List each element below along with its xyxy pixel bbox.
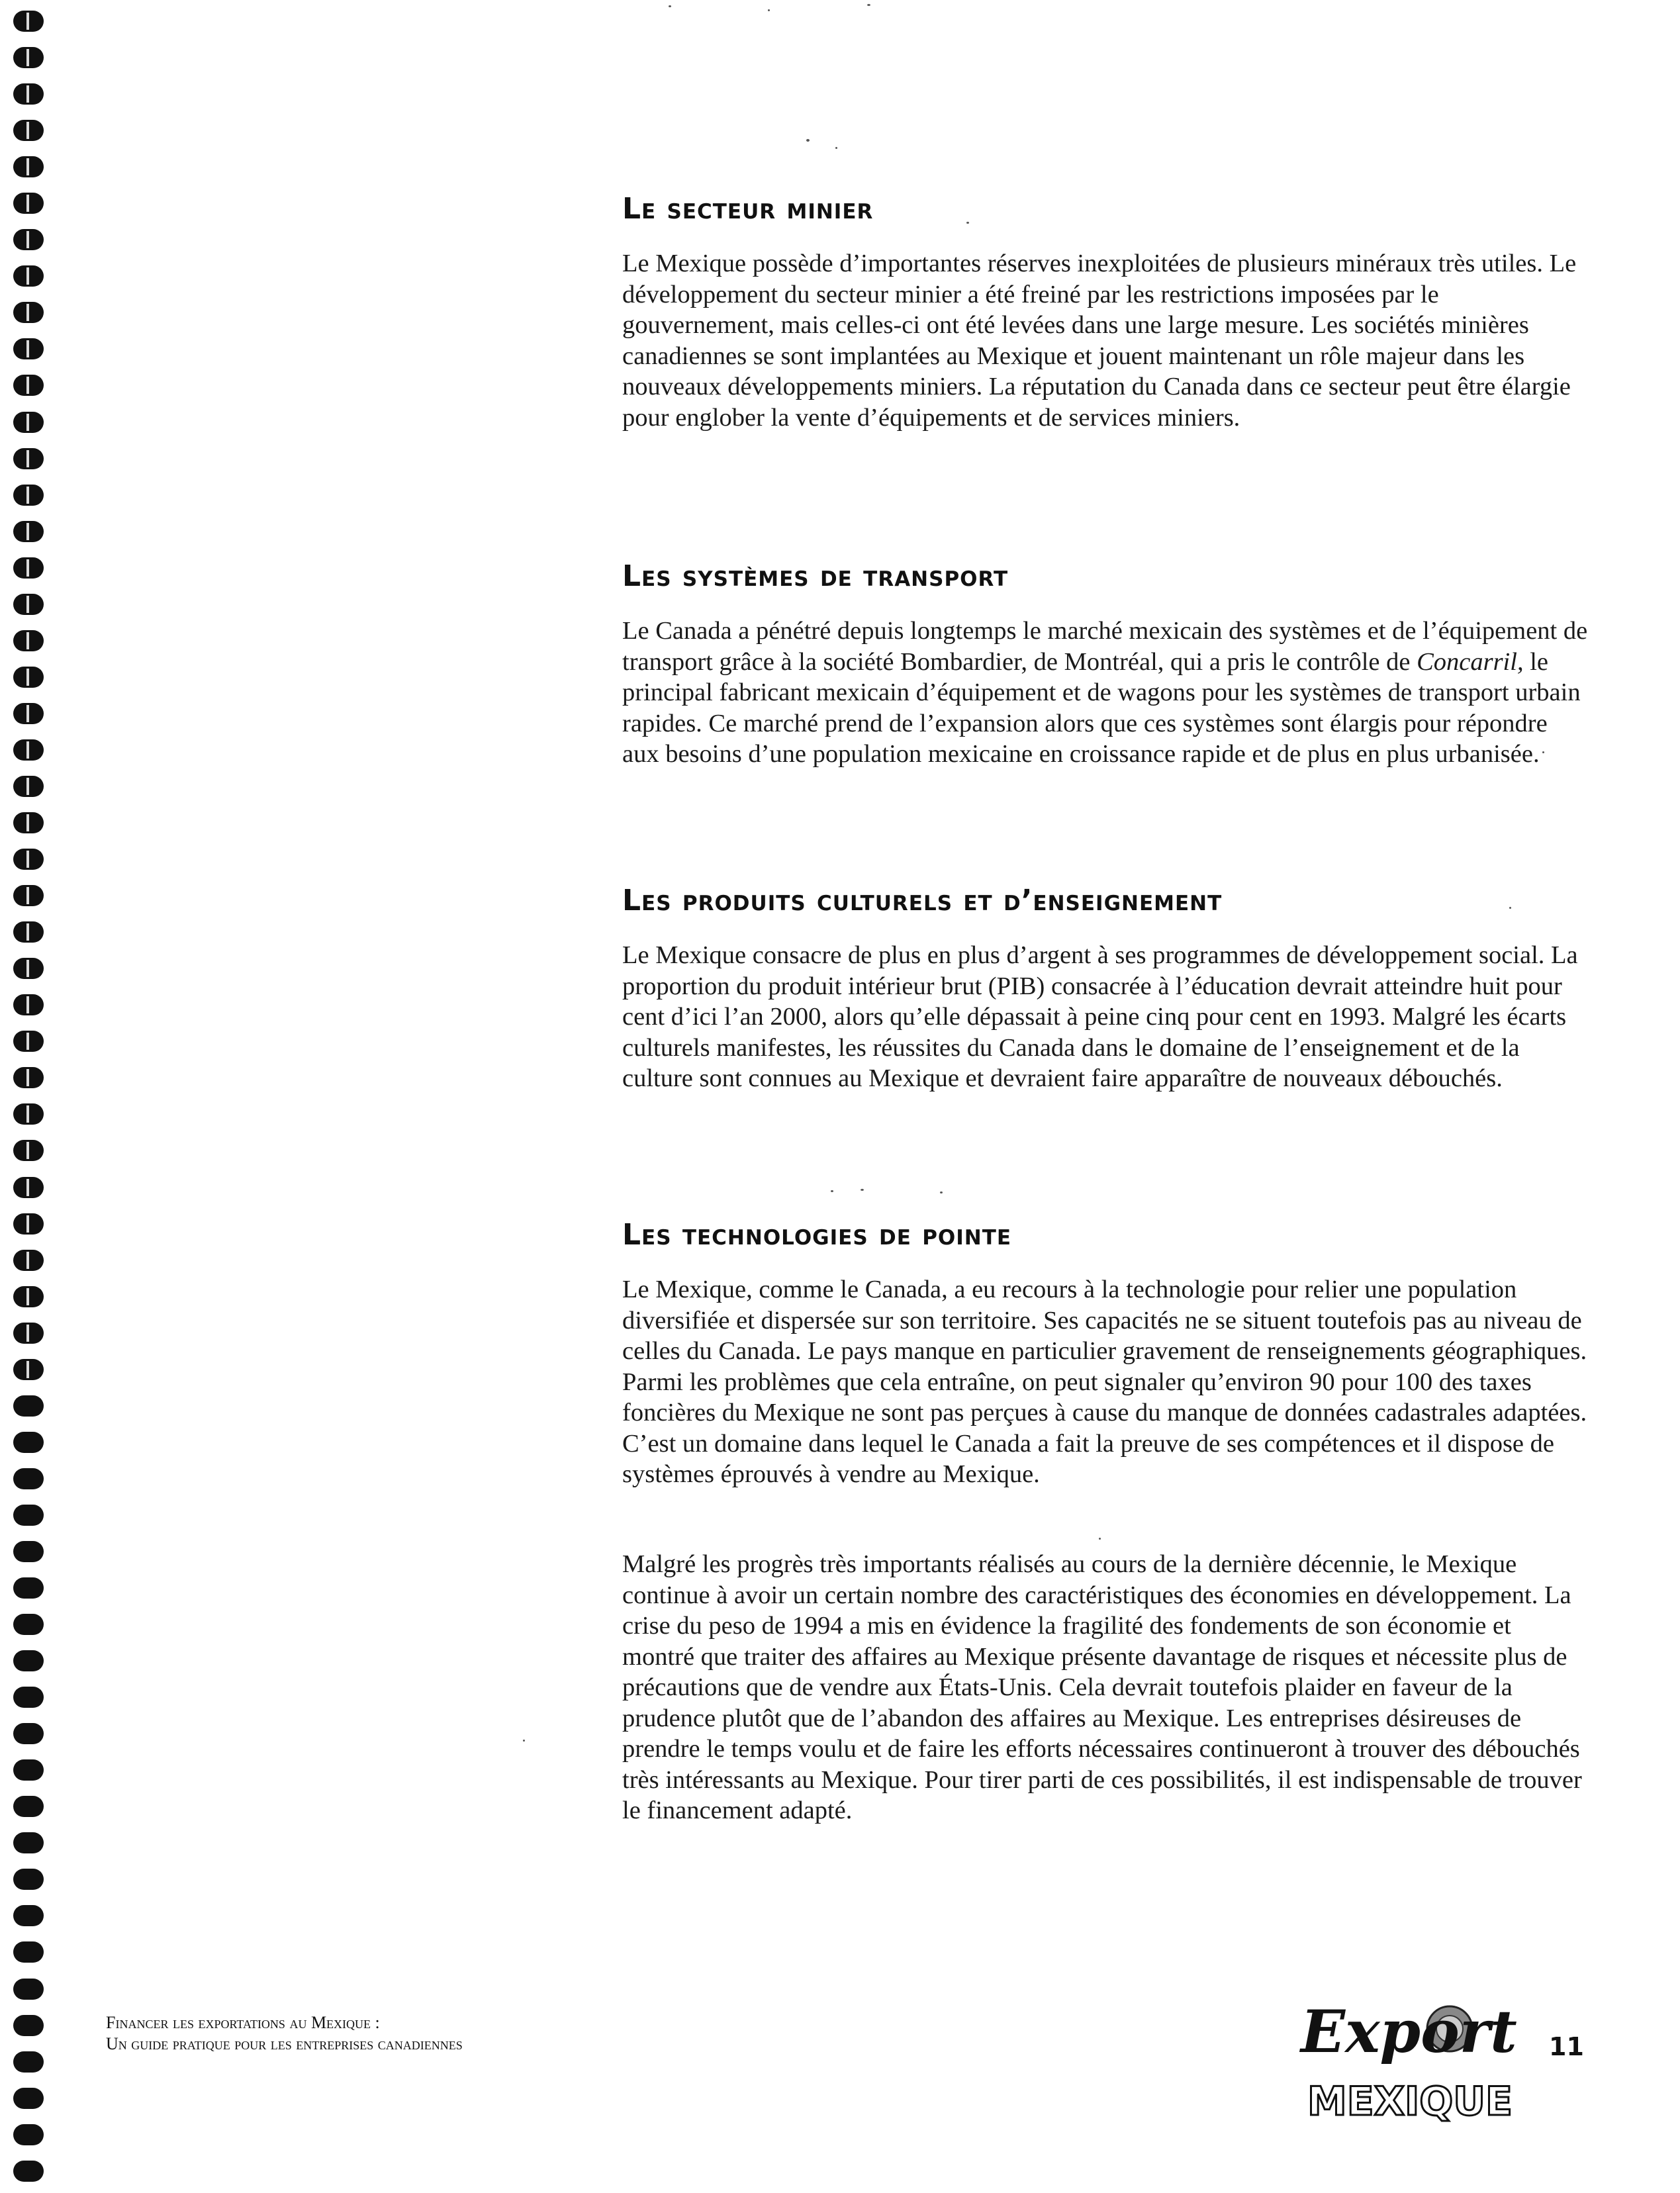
scan-speck: [768, 9, 770, 11]
footer-title-line1: Financer les exportations au Mexique :: [106, 2013, 380, 2032]
binding-hole: [13, 1432, 44, 1453]
binding-hole: [13, 1031, 44, 1052]
section-heading: Le secteur minier: [622, 192, 874, 226]
binding-hole: [13, 375, 44, 396]
binding-hole: [13, 1103, 44, 1125]
binding-hole: [13, 1759, 44, 1781]
binding-hole: [13, 2161, 44, 2182]
footer-title-line2: Un guide pratique pour les entreprises canadiennes: [106, 2034, 463, 2053]
binding-hole: [13, 1468, 44, 1489]
scan-speck: [1509, 907, 1511, 909]
binding-hole: [13, 47, 44, 68]
binding-hole: [13, 1796, 44, 1817]
section-secteur-minier: [622, 192, 1589, 433]
binding-hole: [13, 1213, 44, 1235]
binding-hole: [13, 994, 44, 1015]
section-heading: Les technologies de pointe: [622, 1218, 1012, 1252]
logo-text-bottom: MEXIQUE: [1307, 2078, 1513, 2125]
section-body: Le Mexique possède d’importantes réserves inexploitées de plusieurs minéraux très utiles. Le développement du secteur minier a été freiné par les restrictions imposées par le gouvernement, mais celles-ci ont été levées dans une large mesure. Les sociétés minières canadiennes se sont implantées au Mexique et jouent maintenant un rôle majeur dans les nouveaux développements miniers. La réputation du Canada dans ce secteur peut être élargie pour englober la vente d’équipements et de services miniers.: [622, 250, 1577, 432]
page-number: 11: [1549, 2032, 1584, 2061]
binding-hole: [13, 1359, 44, 1380]
binding-hole: [13, 2015, 44, 2036]
scan-speck: [867, 4, 870, 6]
binding-hole: [13, 1687, 44, 1708]
binding-hole: [13, 302, 44, 323]
binding-hole: [13, 448, 44, 469]
footer-publication-title: [106, 2012, 463, 2055]
binding-hole: [13, 594, 44, 615]
binding-hole: [13, 557, 44, 579]
binding-hole: [13, 776, 44, 797]
scan-speck: [1542, 751, 1544, 753]
binding-hole: [13, 1140, 44, 1161]
binding-hole: [13, 2124, 44, 2145]
binding-hole: [13, 885, 44, 906]
scan-speck: [523, 1740, 525, 1742]
binding-hole: [13, 193, 44, 214]
section-heading: Les produits culturels et d’enseignement: [622, 884, 1223, 917]
binding-hole: [13, 11, 44, 32]
scan-speck: [669, 5, 671, 7]
binding-hole: [13, 812, 44, 833]
body-italic-company: Concarril,: [1417, 647, 1524, 676]
section-systemes-transport: [622, 559, 1589, 770]
body-text-after: le principal fabricant mexicain d’équipement et de wagons pour les systèmes de transport urbain rapides. Ce marché prend de l’expansion alors que ces systèmes sont élargis pour répondre aux besoins d’une population mexicaine en croissance rapide et de plus en plus urbanisée.: [622, 647, 1581, 768]
binding-hole: [13, 849, 44, 870]
scan-speck: [806, 139, 810, 142]
binding-hole: [13, 667, 44, 688]
binding-hole: [13, 485, 44, 506]
binding-hole: [13, 120, 44, 141]
scan-speck: [1099, 1538, 1101, 1540]
binding-hole: [13, 703, 44, 724]
binding-hole: [13, 412, 44, 433]
closing-paragraph: Malgré les progrès très importants réalisés au cours de la dernière décennie, le Mexique continue à avoir un certain nombre des caractéristiques des économies en développement. La crise du peso de 1994 a mis en évidence la fragilité des fondements de son économie et montré que traiter des affaires au Mexique présente davantage de risques et nécessite plus de précautions que de vendre aux États-Unis. Cela devrait toutefois plaider en faveur de la prudence plutôt que de l’abandon des affaires au Mexique. Les entreprises désireuses de prendre le temps voulu et de faire les efforts nécessaires continueront à trouver des débouchés très intéressants au Mexique. Pour tirer parti de ces possibilités, il est indispensable de trouver le financement adapté.: [622, 1550, 1582, 1824]
binding-hole: [13, 958, 44, 979]
binding-hole: [13, 265, 44, 287]
section-produits-culturels: [622, 884, 1589, 1094]
binding-hole: [13, 1541, 44, 1562]
section-technologies-pointe: [622, 1218, 1589, 1490]
binding-hole: [13, 921, 44, 943]
binding-holes: [13, 11, 46, 2182]
binding-hole: [13, 1869, 44, 1890]
binding-hole: [13, 1323, 44, 1344]
binding-hole: [13, 2051, 44, 2073]
section-body: [622, 616, 1589, 770]
section-body: Le Mexique consacre de plus en plus d’argent à ses programmes de développement social. La proportion du produit intérieur brut (PIB) consacrée à l’éducation devrait atteindre huit pour cent d’ici l’an 2000, alors qu’elle dépassait à peine cinq pour cent en 1993. Malgré les écarts culturels manifestes, les réussites du Canada dans le domaine de l’enseignement et de la culture sont connues au Mexique et devraient faire apparaître de nouveaux débouchés.: [622, 941, 1578, 1092]
binding-hole: [13, 739, 44, 761]
binding-hole: [13, 83, 44, 105]
binding-hole: [13, 338, 44, 359]
section-heading: Les systèmes de transport: [622, 559, 1009, 593]
binding-hole: [13, 630, 44, 651]
binding-hole: [13, 1395, 44, 1417]
binding-hole: [13, 1723, 44, 1744]
scan-speck: [940, 1191, 943, 1193]
export-mexique-logo: [1294, 1983, 1517, 2135]
binding-hole: [13, 1941, 44, 1963]
binding-hole: [13, 1832, 44, 1853]
section-body: Le Mexique, comme le Canada, a eu recours à la technologie pour relier une population diversifiée et dispersée sur son territoire. Ses capacités ne se situent toutefois pas au niveau de celles du Canada. Le pays manque en particulier gravement de renseignements géographiques. Parmi les problèmes que cela entraîne, on peut signaler qu’environ 90 pour 100 des taxes foncières du Mexique ne sont pas perçues à cause du manque de données cadastrales adaptées. C’est un domaine dans lequel le Canada a fait la preuve de ses compétences et il dispose de systèmes éprouvés à vendre au Mexique.: [622, 1276, 1587, 1488]
binding-hole: [13, 1614, 44, 1635]
binding-hole: [13, 1577, 44, 1599]
binding-hole: [13, 1650, 44, 1671]
binding-hole: [13, 1905, 44, 1926]
binding-hole: [13, 1505, 44, 1526]
binding-hole: [13, 1177, 44, 1198]
binding-hole: [13, 1067, 44, 1088]
scan-speck: [831, 1190, 833, 1192]
binding-hole: [13, 229, 44, 250]
scan-speck: [835, 147, 837, 149]
logo-text-top: Export: [1301, 1997, 1517, 2066]
binding-hole: [13, 2088, 44, 2109]
binding-hole: [13, 1286, 44, 1307]
scan-speck: [861, 1189, 864, 1191]
binding-hole: [13, 156, 44, 177]
scan-speck: [966, 222, 969, 224]
binding-hole: [13, 521, 44, 542]
body-text-before: Le Canada a pénétré depuis longtemps le marché mexicain des systèmes et de l’équipement de transport grâce à la société Bombardier, de Montréal, qui a pris le contrôle de: [622, 617, 1588, 676]
binding-hole: [13, 1979, 44, 2000]
binding-hole: [13, 1250, 44, 1271]
